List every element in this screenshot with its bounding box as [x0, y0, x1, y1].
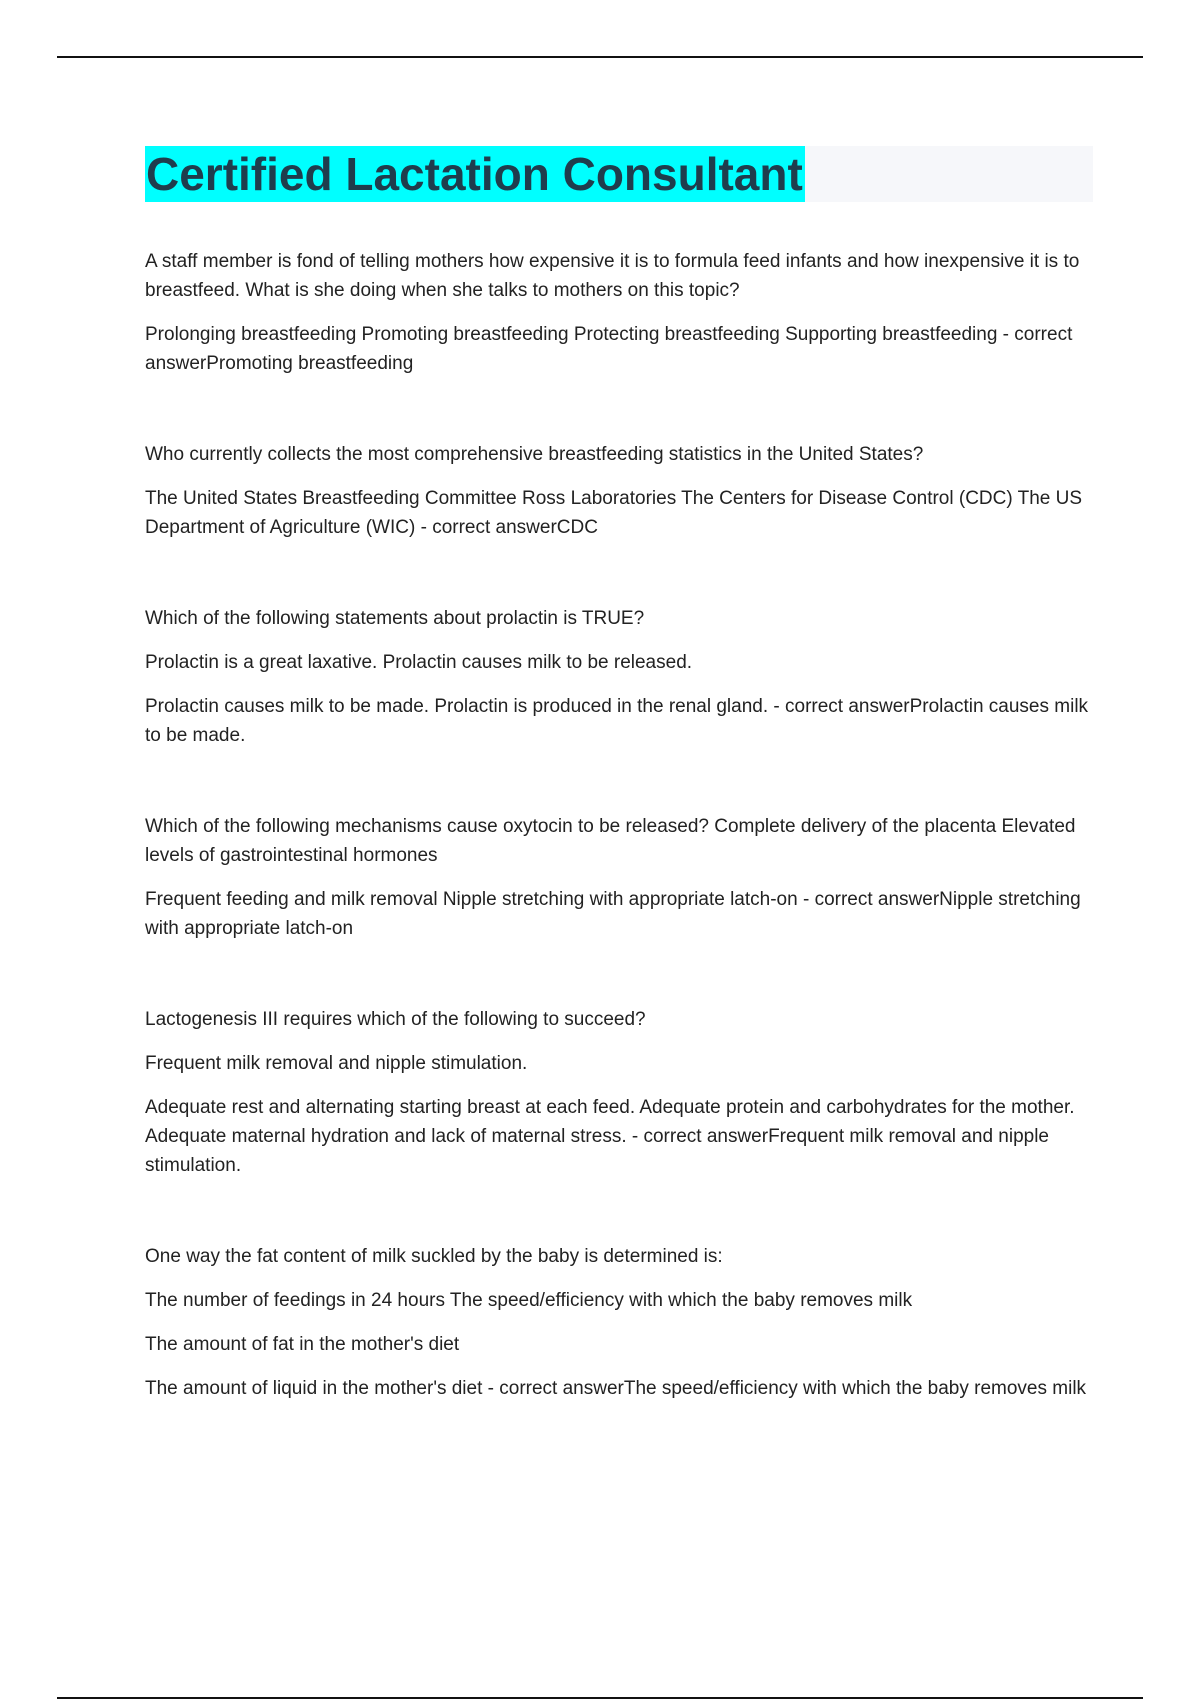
- answer-text: Prolactin causes milk to be made. Prolactin is produced in the renal gland. - correct answerProlactin causes milk to be made.: [145, 696, 1089, 746]
- question-text: Lactogenesis III requires which of the following to succeed?: [145, 1009, 646, 1030]
- document-title: Certified Lactation Consultant: [146, 148, 803, 200]
- question-text: One way the fat content of milk suckled by the baby is determined is:: [145, 1246, 723, 1267]
- answer-text: The number of feedings in 24 hours The speed/efficiency with which the baby removes milk: [145, 1290, 913, 1311]
- question-spacer: [145, 958, 1093, 1005]
- question-spacer: [145, 393, 1093, 440]
- answer-text: Frequent feeding and milk removal Nipple stretching with appropriate latch-on - correct answerNipple stretching with appropriate latch-on: [145, 889, 1081, 939]
- question-spacer: [145, 557, 1093, 604]
- question-block: [145, 440, 1093, 542]
- answer-text: The amount of fat in the mother's diet: [145, 1334, 460, 1355]
- question-list: [145, 247, 1093, 1403]
- top-rule: [57, 56, 1143, 58]
- question-spacer: [145, 765, 1093, 812]
- bottom-rule: [57, 1697, 1143, 1699]
- answer-text: Adequate rest and alternating starting breast at each feed. Adequate protein and carbohydrates for the mother. Adequate maternal hydration and lack of maternal stress. - correct answerFrequent milk removal and nipple stimulation.: [145, 1097, 1075, 1176]
- question-block: [145, 1242, 1093, 1403]
- question-text: Who currently collects the most comprehensive breastfeeding statistics in the United States?: [145, 444, 924, 465]
- question-text: Which of the following statements about prolactin is TRUE?: [145, 608, 645, 629]
- answer-text: The United States Breastfeeding Committee Ross Laboratories The Centers for Disease Control (CDC) The US Department of Agriculture (WIC) - correct answerCDC: [145, 488, 1083, 538]
- question-block: [145, 812, 1093, 943]
- answer-text: The amount of liquid in the mother's diet - correct answerThe speed/efficiency with which the baby removes milk: [145, 1378, 1087, 1399]
- answer-text: Frequent milk removal and nipple stimulation.: [145, 1053, 528, 1074]
- question-text: A staff member is fond of telling mothers how expensive it is to formula feed infants and how inexpensive it is to breastfeed. What is she doing when she talks to mothers on this topic?: [145, 251, 1080, 301]
- question-block: [145, 247, 1093, 378]
- question-block: [145, 1005, 1093, 1180]
- document-body: [145, 146, 1093, 1418]
- question-spacer: [145, 1195, 1093, 1242]
- answer-text: Prolactin is a great laxative. Prolactin causes milk to be released.: [145, 652, 693, 673]
- question-text: Which of the following mechanisms cause oxytocin to be released? Complete delivery of the placenta Elevated levels of gastrointestinal hormones: [145, 816, 1076, 866]
- answer-text: Prolonging breastfeeding Promoting breastfeeding Protecting breastfeeding Supporting breastfeeding - correct answerPromoting breastfeeding: [145, 324, 1073, 374]
- question-block: [145, 604, 1093, 750]
- title-band: [145, 146, 1093, 202]
